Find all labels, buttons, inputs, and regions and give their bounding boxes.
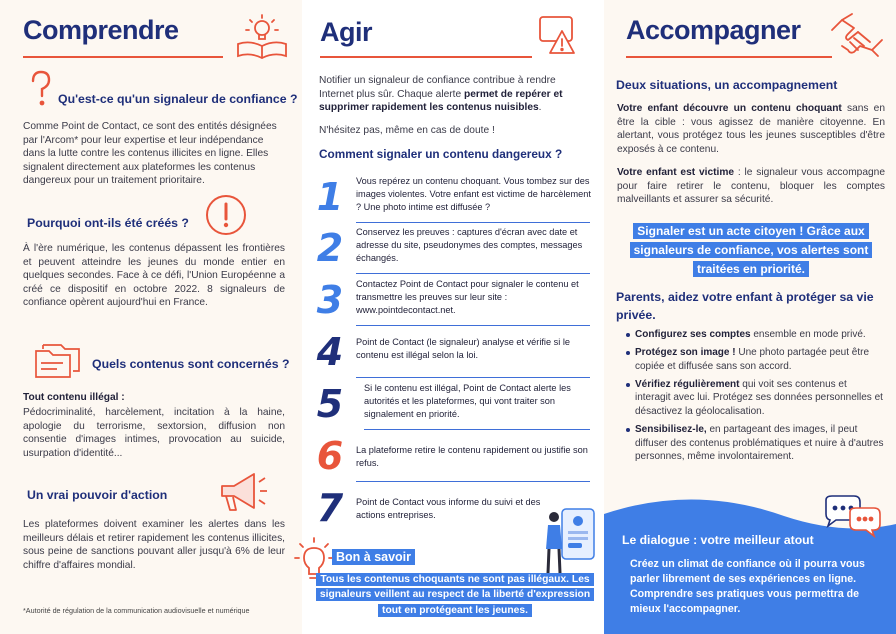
agir-title: Agir	[320, 17, 372, 47]
step-number: 4	[316, 330, 344, 374]
paragraph-trusted-flagger: Comme Point de Contact, ce sont des entités désignées par l'Arcom* pour leur expertise et leur indépendance dans la lutte contre les contenus illicites en ligne. Elles signalent directement aux plateformes les contenus dangereux pour un traitement prioritaire.	[23, 121, 277, 187]
step-text: Contactez Point de Contact pour signaler le contenu et transmettre les preuves sur leur site : www.pointdecontact.net.	[356, 279, 579, 315]
handshake-icon	[828, 10, 886, 64]
step-number: 5	[316, 382, 344, 426]
dialogue-heading: Le dialogue : votre meilleur atout	[622, 533, 814, 547]
citizen-callout	[626, 222, 876, 279]
intro-bold: permet de repérer et supprimer rapidement les contenus nuisibles	[319, 88, 563, 114]
situation-1-bold: Votre enfant découvre un contenu choquant	[617, 103, 842, 114]
title-rule	[23, 56, 223, 58]
good-to-know-text: Bon à savoir	[332, 549, 415, 565]
step-number: 3	[316, 278, 344, 322]
tip-item	[626, 378, 884, 419]
step-number: 2	[316, 226, 344, 270]
paragraph-power-of-action: Les plateformes doivent examiner les alertes dans les meilleurs délais et retirer rapidement les contenus illicites, sous peine de sanctions pouvant aller jusqu'à 6% de leur chiffre d'affaires mondial.	[23, 519, 285, 571]
tip-text: Une photo partagée peut être copiée et diffusée sans son accord.	[635, 347, 870, 372]
tip-text: en partageant des images, il peut diffuser des contenus problématiques et nuire à d'autres personnes, même involontairement.	[635, 424, 884, 463]
step-text: Point de Contact (le signaleur) analyse et vérifie si le contenu est illégal selon la loi.	[356, 337, 570, 360]
tip-bold: Sensibilisez-le,	[635, 424, 707, 436]
accompagner-title: Accompagner	[626, 15, 801, 45]
step-rule	[364, 429, 590, 430]
situation-1-text: sans en être la cible : vous agissez de manière citoyenne. En alertant, vous protégez tous les jeunes susceptibles d'être exposés à ce contenu.	[617, 103, 885, 155]
tip-item	[626, 346, 884, 373]
step-rule	[356, 481, 590, 482]
step-1	[310, 173, 596, 223]
column-accompagner	[604, 0, 896, 634]
step-2	[310, 224, 596, 274]
dialogue-text: Créez un climat de confiance où il pourra vous parler librement de ses expériences en ligne. Comprendre ses pratiques vous permettra de mieux l'accompagner.	[630, 558, 865, 615]
illegal-content-list: Pédocriminalité, harcèlement, incitation à la haine, apologie du terrorisme, sextorsion, diffusion non consentie d'images intimes, provocation au suicide, usurpation d'identité...	[23, 407, 285, 459]
question-heading-1: Qu'est-ce qu'un signaleur de confiance ?	[58, 92, 298, 106]
note-text: Tous les contenus choquants ne sont pas illégaux. Les signaleurs veillent au respect de la liberté d'expression tout en protégeant les jeunes.	[316, 573, 594, 617]
step-6	[310, 432, 596, 482]
question-mark-icon	[28, 69, 54, 111]
step-text: Vous repérez un contenu choquant. Vous tombez sur des images violentes. Votre enfant est victime de harcèlement ? Une photo intime est diffusée ?	[356, 176, 591, 212]
paragraph-why-created: À l'ère numérique, les contenus dépassent les frontières et peuvent atteindre les jeunes du monde entier en quelques secondes. Face à ce défi, l'Union Européenne a créé ce dispositif en octobre 2022. 8 signaleurs de confiance opèrent aujourd'hui en France.	[23, 243, 285, 309]
tip-text: ensemble en mode privé.	[750, 329, 866, 340]
title-rule	[626, 56, 832, 58]
tip-bold: Configurez ses comptes	[635, 329, 751, 340]
situation-2-text: : le signaleur vous accompagne pour faire retirer le contenu, bloquer les comptes malveillants et assurer sa sécurité.	[617, 167, 886, 206]
how-to-report-heading: Comment signaler un contenu dangereux ?	[319, 147, 563, 161]
intro-text: Notifier un signaleur de confiance contribue à rendre Internet plus sûr. Chaque alerte	[319, 75, 556, 100]
step-text: Si le contenu est illégal, Point de Contact alerte les autorités et les plateformes, qui vont traiter son signalement en priorité.	[364, 383, 571, 419]
step-rule	[356, 222, 590, 223]
tip-item	[626, 328, 884, 342]
megaphone-icon	[214, 468, 268, 514]
callout-text: Signaler est un acte citoyen ! Grâce aux signaleurs de confiance, vos alertes sont traitées en priorité.	[630, 223, 873, 277]
agir-intro-2: N'hésitez pas, même en cas de doute !	[319, 125, 495, 136]
footnote: *Autorité de régulation de la communication audiovisuelle et numérique	[23, 606, 250, 615]
chat-bubbles-icon	[820, 494, 884, 538]
situation-1	[617, 102, 885, 156]
illegal-content-title: Tout contenu illégal :	[23, 392, 125, 403]
tip-bold: Vérifiez régulièrement	[635, 378, 740, 390]
situation-2	[617, 166, 885, 207]
agir-intro	[319, 74, 587, 115]
column-agir	[302, 0, 604, 634]
step-rule	[356, 377, 590, 378]
situation-2-bold: Votre enfant est victime	[617, 167, 735, 178]
question-heading-4: Un vrai pouvoir d'action	[27, 488, 168, 502]
two-situations-heading: Deux situations, un accompagnement	[616, 78, 838, 92]
person-phone-icon	[540, 503, 598, 577]
tip-item	[626, 423, 884, 464]
step-5	[310, 380, 596, 430]
intro-end: .	[538, 102, 542, 114]
step-text: Point de Contact vous informe du suivi et des actions entreprises.	[356, 497, 541, 520]
good-to-know-label	[332, 548, 432, 567]
tip-bold: Protégez son image !	[635, 347, 736, 359]
tip-text: qui voit ses contenus et interagit avec lui. Protégez ses données personnelles et désactivez la géolocalisation.	[635, 378, 883, 417]
step-rule	[356, 273, 590, 274]
privacy-heading: Parents, aidez votre enfant à protéger sa vie privée.	[616, 290, 874, 322]
good-to-know-note	[314, 572, 596, 618]
book-lightbulb-icon	[234, 10, 290, 62]
step-number: 7	[316, 486, 344, 530]
exclamation-icon	[204, 193, 248, 237]
question-heading-2: Pourquoi ont-ils été créés ?	[27, 216, 189, 230]
step-number: 6	[316, 434, 344, 478]
title-rule	[320, 56, 532, 58]
step-number: 1	[316, 175, 344, 219]
step-3	[310, 276, 596, 326]
alert-triangle-icon	[536, 13, 584, 57]
question-heading-3: Quels contenus sont concernés ?	[92, 357, 290, 371]
privacy-tips	[626, 328, 884, 468]
step-text: La plateforme retire le contenu rapidement ou justifie son refus.	[356, 445, 588, 468]
folders-icon	[33, 341, 83, 383]
comprendre-title: Comprendre	[23, 15, 179, 45]
column-comprendre	[0, 0, 302, 634]
step-4	[310, 328, 596, 378]
step-text: Conservez les preuves : captures d'écran avec date et adresse du site, pseudonymes des comptes, messages échangés.	[356, 227, 583, 263]
step-rule	[356, 325, 590, 326]
